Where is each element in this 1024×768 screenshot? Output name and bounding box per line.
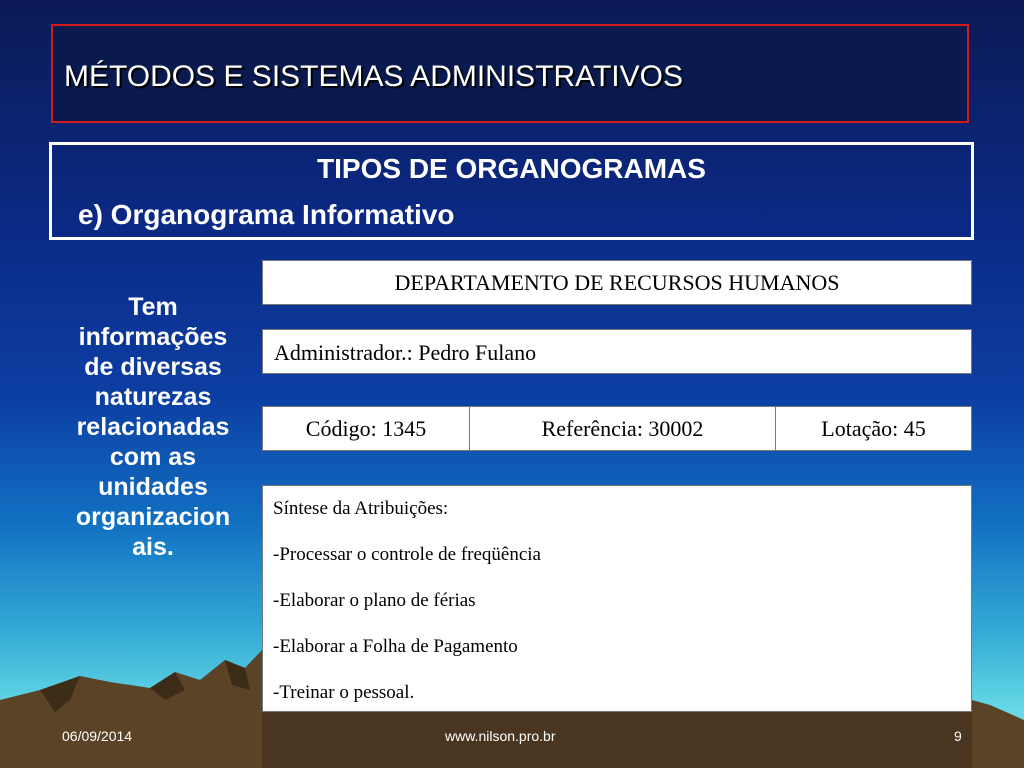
side-description xyxy=(54,292,252,562)
slide-title: MÉTODOS E SISTEMAS ADMINISTRATIVOS xyxy=(64,60,683,93)
side-text-line: informações xyxy=(78,323,228,351)
section-heading: TIPOS DE ORGANOGRAMAS xyxy=(317,153,706,184)
side-text-line: Tem xyxy=(128,293,178,321)
side-text-line: de diversas xyxy=(84,353,222,381)
reference-cell: Referência: 30002 xyxy=(470,407,776,450)
footer-date: 06/09/2014 xyxy=(62,728,133,744)
side-text-line: organizacion xyxy=(75,503,231,531)
section-subheading: e) Organograma Informativo xyxy=(78,199,455,230)
administrator-box: Administrador.: Pedro Fulano xyxy=(262,329,972,374)
attribution-item: -Treinar o pessoal. xyxy=(273,682,415,703)
attribution-item: -Elaborar a Folha de Pagamento xyxy=(273,636,518,657)
side-text-line: relacionadas xyxy=(76,413,230,441)
attribution-item: -Processar o controle de freqüência xyxy=(273,544,541,565)
footer-url: www.nilson.pro.br xyxy=(445,728,556,744)
side-text-line: com as xyxy=(109,443,197,471)
attributions-box xyxy=(262,485,972,712)
lotacao-cell: Lotação: 45 xyxy=(821,415,926,441)
code-cell: Código: 1345 xyxy=(263,407,470,450)
codes-box xyxy=(262,406,972,451)
side-text-line: ais. xyxy=(132,533,174,561)
footer-page-number: 9 xyxy=(954,728,962,744)
attributions-heading: Síntese da Atribuições: xyxy=(273,498,449,519)
side-text-line: unidades xyxy=(98,473,208,501)
title-box xyxy=(51,24,969,123)
side-text-line: naturezas xyxy=(94,383,212,411)
attribution-item: -Elaborar o plano de férias xyxy=(273,590,476,611)
subtitle-box xyxy=(49,142,974,240)
department-box: DEPARTAMENTO DE RECURSOS HUMANOS xyxy=(262,260,972,305)
